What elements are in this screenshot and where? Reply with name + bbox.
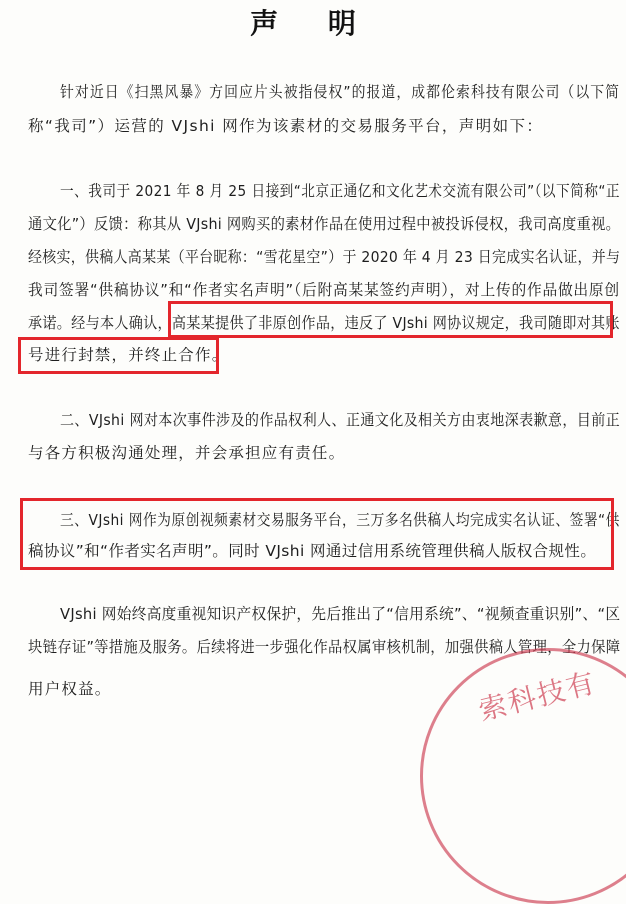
- intro-line-2: 称“我司”）运营的 VJshi 网作为该素材的交易服务平台，声明如下：: [28, 117, 544, 135]
- section-2-line-1: 二、VJshi 网对本次事件涉及的作品权利人、正通文化及相关方由衷地深表歉意，目前正: [60, 411, 621, 429]
- section-1-line-6: 号进行封禁，并终止合作。: [28, 346, 229, 364]
- document-title: 声 明: [250, 7, 376, 40]
- section-1-line-4: 我司签署“供稿协议”和“作者实名声明”（后附高某某签约声明），对上传的作品做出原创: [28, 281, 620, 299]
- highlight-box-section-1-top: [168, 301, 613, 338]
- section-1-line-5: 承诺。经与本人确认，高某某提供了非原创作品，违反了 VJshi 网协议规定，我司随即对其账: [28, 314, 620, 332]
- intro-line-1: 针对近日《扫黑风暴》方回应片头被指侵权”的报道，成都伦索科技有限公司（以下简: [60, 83, 621, 101]
- section-1-line-3: 经核实，供稿人高某某（平台昵称：“雪花星空”）于 2020 年 4 月 23 日完成实名认证，并与: [28, 248, 621, 266]
- closing-line-3: 用户权益。: [28, 680, 112, 698]
- company-seal-text: 索科技有: [475, 665, 600, 727]
- section-1-line-2: 通文化”）反馈：称其从 VJshi 网购买的素材作品在使用过程中被投诉侵权，我司高度重视。: [28, 215, 621, 233]
- highlight-box-section-3: [20, 498, 614, 570]
- section-3-line-2: 稿协议”和“作者实名声明”。同时 VJshi 网通过信用系统管理供稿人版权合规性。: [28, 542, 597, 560]
- closing-line-1: VJshi 网始终高度重视知识产权保护，先后推出了“信用系统”、“视频查重识别”、“区: [60, 605, 621, 623]
- section-3-line-1: 三、VJshi 网作为原创视频素材交易服务平台，三万多名供稿人均完成实名认证、签署“供: [60, 511, 620, 529]
- section-2-line-2: 与各方积极沟通处理，并会承担应有责任。: [28, 444, 346, 462]
- closing-line-2: 块链存证”等措施及服务。后续将进一步强化作品权属审核机制，加强供稿人管理，全力保障: [28, 638, 621, 656]
- highlight-box-section-1-bottom: [18, 337, 219, 374]
- section-1-line-1: 一、我司于 2021 年 8 月 25 日接到“北京正通亿和文化艺术交流有限公司”（以下简称“正: [60, 182, 620, 200]
